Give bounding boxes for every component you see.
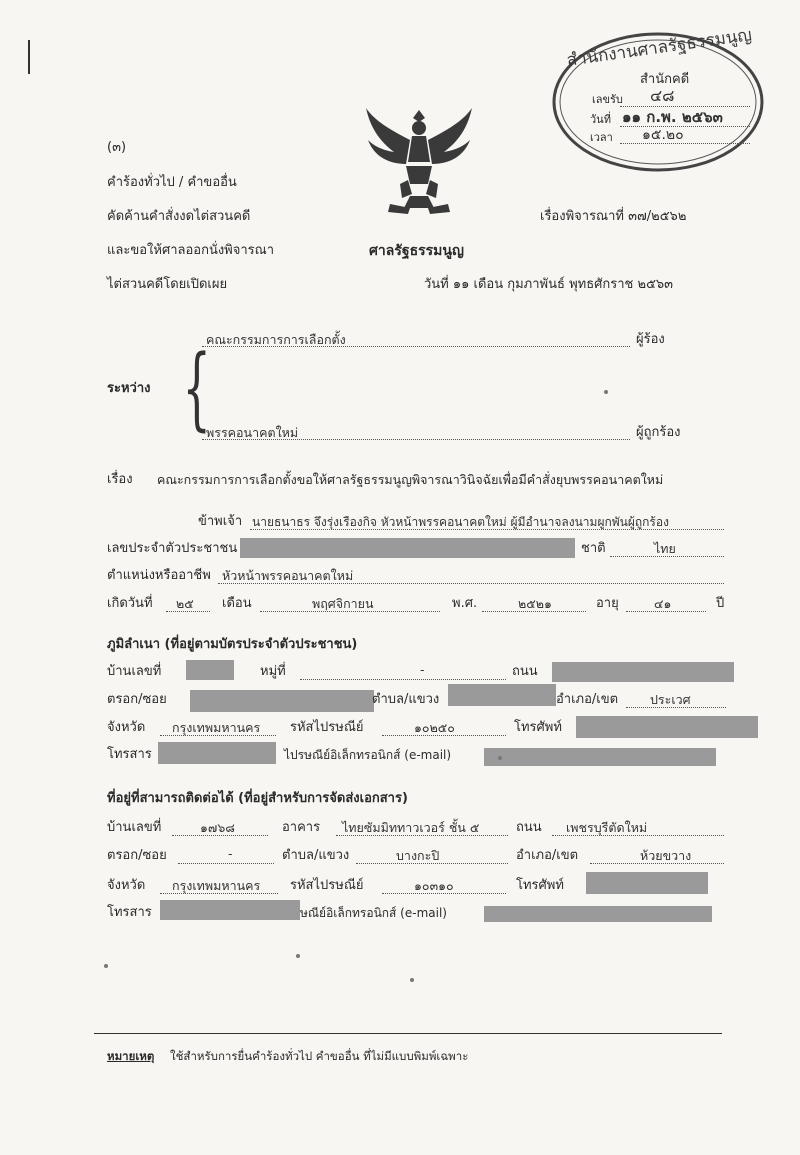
redacted-contact-fax (160, 900, 300, 920)
contact-building-label: อาคาร (282, 820, 321, 835)
redacted-domicile-fax (158, 742, 276, 764)
margin-mark (28, 40, 30, 74)
respondent-line (202, 439, 630, 440)
domicile-phone-label: โทรศัพท์ (514, 720, 562, 735)
contact-district: ห้วยขวาง (640, 848, 692, 863)
domicile-postcode-label: รหัสไปรษณีย์ (290, 720, 364, 735)
header-line-1: คำร้องทั่วไป / คำขออื่น (107, 175, 237, 190)
year-label: พ.ศ. (452, 596, 478, 611)
garuda-emblem-icon (360, 100, 478, 218)
stamp-office: สำนักงานศาลรัฐธรรมนูญ (565, 25, 754, 71)
form-number: (๓) (107, 140, 127, 155)
scan-speck (604, 390, 608, 394)
scan-speck (296, 954, 300, 958)
redacted-domicile-soi (190, 690, 374, 712)
respondent-role: ผู้ถูกร้อง (636, 425, 681, 440)
domicile-road-label: ถนน (512, 664, 538, 679)
domicile-moo: - (420, 662, 425, 677)
document-date: วันที่ ๑๑ เดือน กุมภาพันธ์ พุทธศักราช ๒๕๖๓ (424, 277, 674, 292)
stamp-time-line (620, 143, 750, 144)
contact-road: เพชรบุรีตัดใหม่ (566, 820, 648, 835)
stamp-number: ๔๘ (650, 86, 675, 105)
stamp-date: ๑๑ ก.พ. ๒๕๖๓ (622, 108, 723, 126)
contact-province: กรุงเทพมหานคร (172, 878, 261, 893)
court-name: ศาลรัฐธรรมนูญ (369, 243, 464, 259)
declarant-value: นายธนาธร จึงรุ่งเรืองกิจ หัวหน้าพรรคอนาคตใหม่ ผู้มีอำนาจลงนามผูกพันผู้ถูกร้อง (252, 515, 669, 529)
footer-rule (94, 1033, 722, 1034)
domicile-district-label: อำเภอ/เขต (556, 692, 619, 707)
born-month: พฤศจิกายน (312, 596, 374, 611)
petitioner-name: คณะกรรมการการเลือกตั้ง (206, 332, 346, 347)
born-day: ๒๕ (176, 596, 194, 611)
stamp-number-line (620, 106, 750, 107)
stamp-label: สำนักคดี (640, 72, 690, 87)
subject-label: เรื่อง (107, 472, 133, 487)
contact-province-label: จังหวัด (107, 878, 146, 893)
note-text: ใช้สำหรับการยื่นคำร้องทั่วไป คำขออื่น ที่ไม่มีแบบพิมพ์เฉพาะ (170, 1049, 469, 1063)
subject-text: คณะกรรมการการเลือกตั้งขอให้ศาลรัฐธรรมนูญพิจารณาวินิจฉัยเพื่อมีคำสั่งยุบพรรคอนาคตใหม่ (157, 472, 664, 487)
scan-speck (104, 964, 108, 968)
blank-party-line (202, 389, 630, 390)
redacted-contact-email (484, 906, 712, 922)
position-line (218, 583, 724, 584)
contact-postcode-label: รหัสไปรษณีย์ (290, 878, 364, 893)
redacted-domicile-house (186, 660, 234, 680)
redacted-contact-phone (586, 872, 708, 894)
contact-district-label: อำเภอ/เขต (516, 848, 579, 863)
contact-soi: - (228, 846, 233, 861)
contact-fax-label: โทรสาร (107, 905, 152, 920)
header-line-3: และขอให้ศาลออกนั่งพิจารณา (107, 243, 275, 258)
domicile-fax-label: โทรสาร (107, 747, 152, 762)
petitioner-line (202, 346, 630, 347)
domicile-province-label: จังหวัด (107, 720, 146, 735)
declarant-label: ข้าพเจ้า (198, 514, 243, 529)
age-value: ๔๑ (654, 596, 672, 611)
contact-house: ๑๗๖๘ (200, 820, 235, 835)
stamp-time: ๑๕.๒๐ (642, 127, 684, 143)
year-unit: ปี (716, 596, 725, 611)
petitioner-role: ผู้ร้อง (636, 332, 665, 347)
contact-subdistrict: บางกะปิ (396, 848, 440, 863)
redacted-id-number (240, 538, 575, 558)
contact-soi-line (178, 863, 274, 864)
domicile-province: กรุงเทพมหานคร (172, 720, 261, 735)
contact-soi-label: ตรอก/ซอย (107, 848, 167, 863)
nationality-value: ไทย (654, 541, 676, 556)
domicile-subdistrict-label: ตำบล/แขวง (372, 692, 440, 707)
case-number: เรื่องพิจารณาที่ ๓๗/๒๕๖๒ (540, 209, 687, 224)
contact-road-label: ถนน (516, 820, 542, 835)
contact-heading: ที่อยู่ที่สามารถติดต่อได้ (ที่อยู่สำหรับการจัดส่งเอกสาร) (107, 791, 408, 806)
between-label: ระหว่าง (107, 381, 151, 396)
stamp-number-label: เลขรับ (592, 93, 623, 106)
age-label: อายุ (596, 596, 619, 611)
declarant-line (250, 529, 724, 530)
nationality-label: ชาติ (581, 541, 606, 556)
redacted-domicile-road (552, 662, 734, 682)
id-label: เลขประจำตัวประชาชน (107, 541, 238, 556)
month-label: เดือน (222, 596, 252, 611)
domicile-moo-label: หมู่ที่ (260, 664, 286, 679)
position-label: ตำแหน่งหรืออาชีพ (107, 568, 211, 583)
header-line-4: ไต่สวนคดีโดยเปิดเผย (107, 277, 228, 292)
contact-phone-label: โทรศัพท์ (516, 878, 564, 893)
domicile-soi-label: ตรอก/ซอย (107, 692, 167, 707)
stamp-date-label: วันที่ (590, 113, 611, 126)
redacted-domicile-phone (576, 716, 758, 738)
born-year: ๒๕๒๑ (518, 596, 552, 611)
position-value: หัวหน้าพรรคอนาคตใหม่ (222, 568, 354, 583)
redacted-domicile-email (484, 748, 716, 766)
scan-speck (498, 756, 502, 760)
redacted-domicile-subdistrict (448, 684, 556, 706)
domicile-house-label: บ้านเลขที่ (107, 664, 162, 679)
respondent-name: พรรคอนาคตใหม่ (206, 425, 299, 440)
domicile-email-label: ไปรษณีย์อิเล็กทรอนิกส์ (e-mail) (284, 748, 452, 762)
scan-speck (410, 978, 414, 982)
domicile-district: ประเวศ (650, 692, 691, 707)
stamp-time-label: เวลา (590, 131, 613, 144)
contact-email-label: ษณีย์อิเล็กทรอนิกส์ (e-mail) (300, 906, 447, 920)
domicile-heading: ภูมิลำเนา (ที่อยู่ตามบัตรประจำตัวประชาชน) (107, 637, 358, 652)
header-line-2: คัดค้านคำสั่งงดไต่สวนคดี (107, 209, 251, 224)
domicile-moo-line (300, 679, 506, 680)
contact-subdistrict-label: ตำบล/แขวง (282, 848, 350, 863)
contact-postcode: ๑๐๓๑๐ (414, 878, 454, 893)
domicile-postcode: ๑๐๒๕๐ (414, 720, 455, 735)
contact-house-label: บ้านเลขที่ (107, 820, 162, 835)
contact-building: ไทยซัมมิททาวเวอร์ ชั้น ๕ (342, 820, 480, 835)
born-label: เกิดวันที่ (107, 596, 153, 611)
note-label: หมายเหตุ (107, 1049, 155, 1063)
brace-icon: { (182, 336, 211, 441)
stamp-date-line (620, 126, 750, 127)
